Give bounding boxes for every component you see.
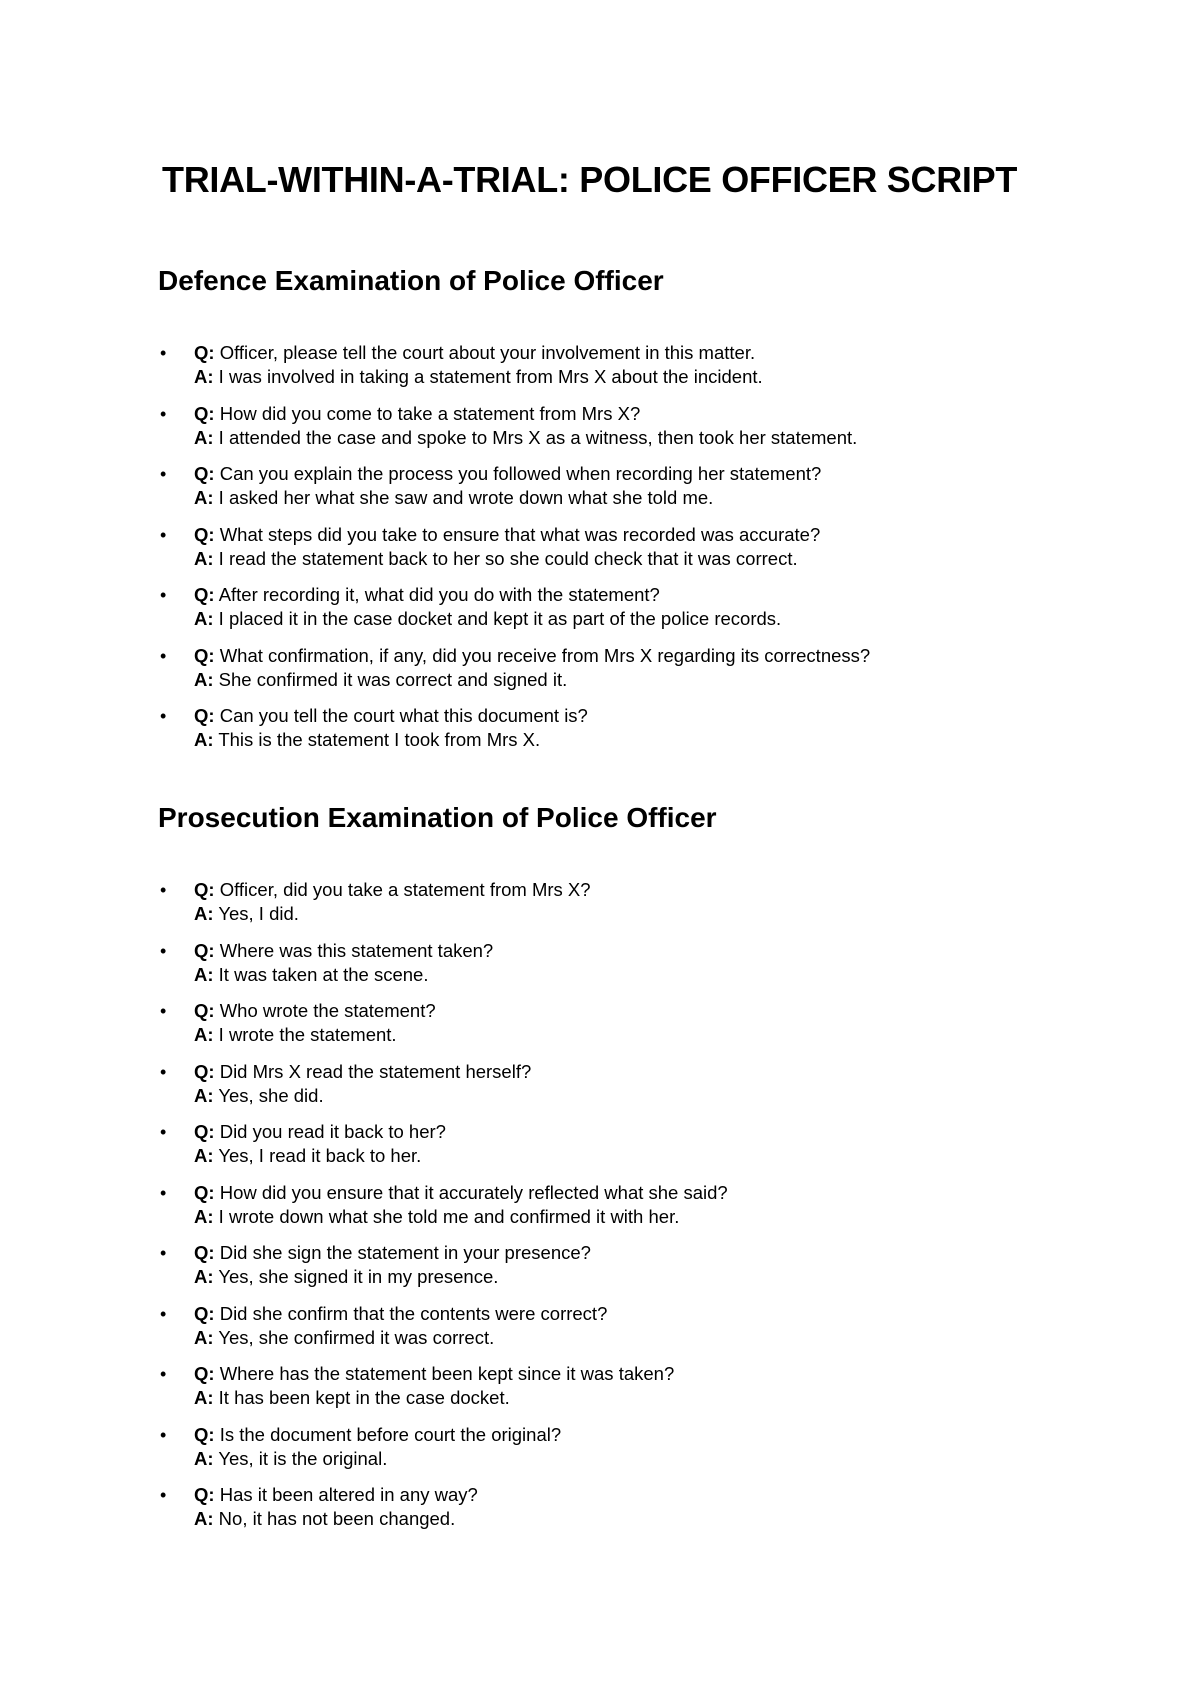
answer-line	[194, 1507, 478, 1531]
question-text: Did she sign the statement in your presence?	[219, 1242, 591, 1263]
answer-label: A:	[194, 1447, 214, 1469]
qa-item	[160, 999, 1120, 1060]
question-label: Q:	[194, 1060, 215, 1082]
question-line	[194, 878, 591, 902]
question-label: Q:	[194, 1121, 215, 1142]
answer-text: I attended the case and spoke to Mrs X as a witness, then took her statement.	[218, 426, 858, 448]
question-line	[194, 462, 821, 486]
section-heading-defence: Defence Examination of Police Officer	[158, 265, 664, 296]
answer-label: A:	[194, 668, 214, 690]
answer-text: Yes, she confirmed it was correct.	[218, 1326, 495, 1348]
question-label: Q:	[194, 1423, 215, 1445]
answer-text: Yes, I did.	[218, 903, 299, 924]
question-text: What steps did you take to ensure that what was recorded was accurate?	[219, 523, 821, 545]
question-text: What confirmation, if any, did you receive from Mrs X regarding its correctness?	[219, 644, 871, 666]
answer-line	[194, 668, 870, 692]
answer-label: A:	[194, 1266, 214, 1287]
question-line	[194, 402, 857, 426]
question-text: Can you explain the process you followed when recording her statement?	[219, 463, 822, 484]
question-label: Q:	[194, 1242, 215, 1263]
qa-text	[194, 1181, 728, 1229]
answer-line	[194, 902, 591, 926]
answer-line	[194, 607, 781, 631]
bullet-icon: •	[160, 1303, 167, 1324]
qa-item	[160, 644, 1120, 705]
question-label: Q:	[194, 1363, 215, 1384]
qa-item	[160, 1423, 1120, 1484]
bullet-icon: •	[160, 585, 167, 605]
answer-text: Yes, I read it back to her.	[218, 1145, 422, 1166]
section-heading-prosecution: Prosecution Examination of Police Officer	[158, 802, 717, 833]
answer-label: A:	[194, 366, 214, 387]
question-label: Q:	[194, 463, 215, 484]
qa-item	[160, 939, 1120, 1000]
question-text: How did you ensure that it accurately reflected what she said?	[219, 1181, 728, 1203]
question-label: Q:	[194, 705, 215, 726]
answer-line	[194, 1447, 561, 1471]
answer-label: A:	[194, 1387, 214, 1408]
answer-text: This is the statement I took from Mrs X.	[218, 729, 541, 750]
answer-label: A:	[194, 1145, 214, 1166]
bullet-icon: •	[160, 343, 167, 363]
answer-line	[194, 1144, 446, 1168]
question-line	[194, 1241, 591, 1265]
qa-item	[160, 402, 1120, 463]
qa-item	[160, 1181, 1120, 1242]
answer-text: Yes, she did.	[218, 1084, 324, 1106]
answer-line	[194, 547, 820, 571]
question-line	[194, 999, 436, 1023]
question-text: Can you tell the court what this document is?	[219, 705, 588, 726]
question-label: Q:	[194, 1302, 215, 1324]
answer-label: A:	[194, 426, 214, 448]
question-text: Where has the statement been kept since it was taken?	[219, 1363, 675, 1384]
question-text: Has it been altered in any way?	[219, 1484, 478, 1505]
qa-text	[194, 1241, 591, 1289]
answer-label: A:	[194, 1205, 214, 1227]
qa-text	[194, 999, 436, 1047]
bullet-icon: •	[160, 1485, 167, 1505]
qa-item	[160, 704, 1120, 765]
question-line	[194, 341, 763, 365]
question-label: Q:	[194, 1000, 215, 1021]
bullet-icon: •	[160, 645, 167, 666]
qa-item	[160, 878, 1120, 939]
question-line	[194, 1120, 446, 1144]
question-label: Q:	[194, 939, 215, 961]
question-line	[194, 1423, 561, 1447]
qa-item	[160, 1302, 1120, 1363]
question-label: Q:	[194, 879, 215, 900]
question-text: Did you read it back to her?	[219, 1121, 446, 1142]
qa-text	[194, 939, 493, 987]
bullet-icon: •	[160, 524, 167, 545]
bullet-icon: •	[160, 403, 167, 424]
answer-line	[194, 1205, 728, 1229]
qa-item	[160, 341, 1120, 402]
answer-line	[194, 1084, 531, 1108]
qa-item	[160, 523, 1120, 584]
page-title: TRIAL-WITHIN-A-TRIAL: POLICE OFFICER SCRIPT	[162, 159, 1018, 200]
answer-line	[194, 963, 493, 987]
question-text: After recording it, what did you do with the statement?	[218, 584, 660, 605]
answer-text: Yes, she signed it in my presence.	[218, 1266, 499, 1287]
question-text: Is the document before court the original?	[219, 1423, 562, 1445]
answer-label: A:	[194, 1508, 214, 1529]
qa-item	[160, 1362, 1120, 1423]
qa-text	[194, 704, 588, 752]
bullet-icon: •	[160, 1243, 167, 1263]
answer-text: I asked her what she saw and wrote down what she told me.	[218, 487, 714, 508]
question-label: Q:	[194, 523, 215, 545]
answer-line	[194, 1265, 591, 1289]
answer-line	[194, 1326, 607, 1350]
question-line	[194, 1181, 728, 1205]
answer-text: No, it has not been changed.	[218, 1508, 456, 1529]
question-label: Q:	[194, 342, 215, 363]
answer-line	[194, 1386, 674, 1410]
question-text: How did you come to take a statement from Mrs X?	[219, 402, 641, 424]
answer-label: A:	[194, 487, 214, 508]
qa-text	[194, 644, 870, 692]
qa-text	[194, 1483, 478, 1531]
qa-item	[160, 1241, 1120, 1302]
question-text: Who wrote the statement?	[219, 1000, 436, 1021]
answer-line	[194, 728, 588, 752]
question-line	[194, 523, 820, 547]
qa-item	[160, 1060, 1120, 1121]
question-label: Q:	[194, 584, 215, 605]
qa-text	[194, 1362, 674, 1410]
answer-label: A:	[194, 1024, 214, 1045]
qa-item	[160, 583, 1120, 644]
qa-text	[194, 583, 781, 631]
qa-item	[160, 1483, 1120, 1544]
qa-item	[160, 1120, 1120, 1181]
answer-text: She confirmed it was correct and signed it.	[218, 668, 568, 690]
bullet-icon: •	[160, 880, 167, 900]
answer-text: I wrote down what she told me and confirmed it with her.	[218, 1205, 680, 1227]
answer-line	[194, 486, 821, 510]
question-line	[194, 1362, 674, 1386]
answer-text: I read the statement back to her so she could check that it was correct.	[218, 547, 798, 569]
bullet-icon: •	[160, 706, 167, 726]
qa-text	[194, 1060, 531, 1108]
answer-line	[194, 1023, 436, 1047]
question-text: Officer, please tell the court about your involvement in this matter.	[219, 342, 756, 363]
qa-text	[194, 878, 591, 926]
bullet-icon: •	[160, 1424, 167, 1445]
bullet-icon: •	[160, 1182, 167, 1203]
qa-text	[194, 402, 857, 450]
question-line	[194, 704, 588, 728]
answer-text: I wrote the statement.	[218, 1024, 397, 1045]
answer-label: A:	[194, 729, 214, 750]
answer-text: It has been kept in the case docket.	[218, 1387, 510, 1408]
question-label: Q:	[194, 644, 215, 666]
answer-label: A:	[194, 1084, 214, 1106]
qa-list-defence	[160, 341, 1120, 765]
question-text: Did she confirm that the contents were correct?	[219, 1302, 608, 1324]
bullet-icon: •	[160, 940, 167, 961]
bullet-icon: •	[160, 1122, 167, 1142]
question-line	[194, 1060, 531, 1084]
answer-text: It was taken at the scene.	[218, 963, 429, 985]
answer-text: Yes, it is the original.	[218, 1447, 388, 1469]
qa-text	[194, 1423, 561, 1471]
bullet-icon: •	[160, 1364, 167, 1384]
answer-line	[194, 365, 763, 389]
answer-label: A:	[194, 608, 214, 629]
question-label: Q:	[194, 402, 215, 424]
qa-item	[160, 462, 1120, 523]
question-text: Did Mrs X read the statement herself?	[219, 1060, 532, 1082]
answer-label: A:	[194, 1326, 214, 1348]
bullet-icon: •	[160, 1001, 167, 1021]
question-text: Officer, did you take a statement from Mrs X?	[219, 879, 591, 900]
question-line	[194, 583, 781, 607]
qa-text	[194, 462, 821, 510]
question-label: Q:	[194, 1484, 215, 1505]
bullet-icon: •	[160, 464, 167, 484]
question-label: Q:	[194, 1181, 215, 1203]
qa-text	[194, 1120, 446, 1168]
answer-line	[194, 426, 857, 450]
qa-text	[194, 523, 820, 571]
answer-text: I was involved in taking a statement from Mrs X about the incident.	[218, 366, 763, 387]
bullet-icon: •	[160, 1061, 167, 1082]
qa-text	[194, 1302, 607, 1350]
answer-label: A:	[194, 547, 214, 569]
answer-label: A:	[194, 963, 214, 985]
qa-list-prosecution	[160, 878, 1120, 1544]
qa-text	[194, 341, 763, 389]
question-line	[194, 1483, 478, 1507]
answer-text: I placed it in the case docket and kept it as part of the police records.	[218, 608, 782, 629]
question-line	[194, 644, 870, 668]
question-line	[194, 1302, 607, 1326]
question-line	[194, 939, 493, 963]
answer-label: A:	[194, 903, 214, 924]
question-text: Where was this statement taken?	[219, 939, 494, 961]
